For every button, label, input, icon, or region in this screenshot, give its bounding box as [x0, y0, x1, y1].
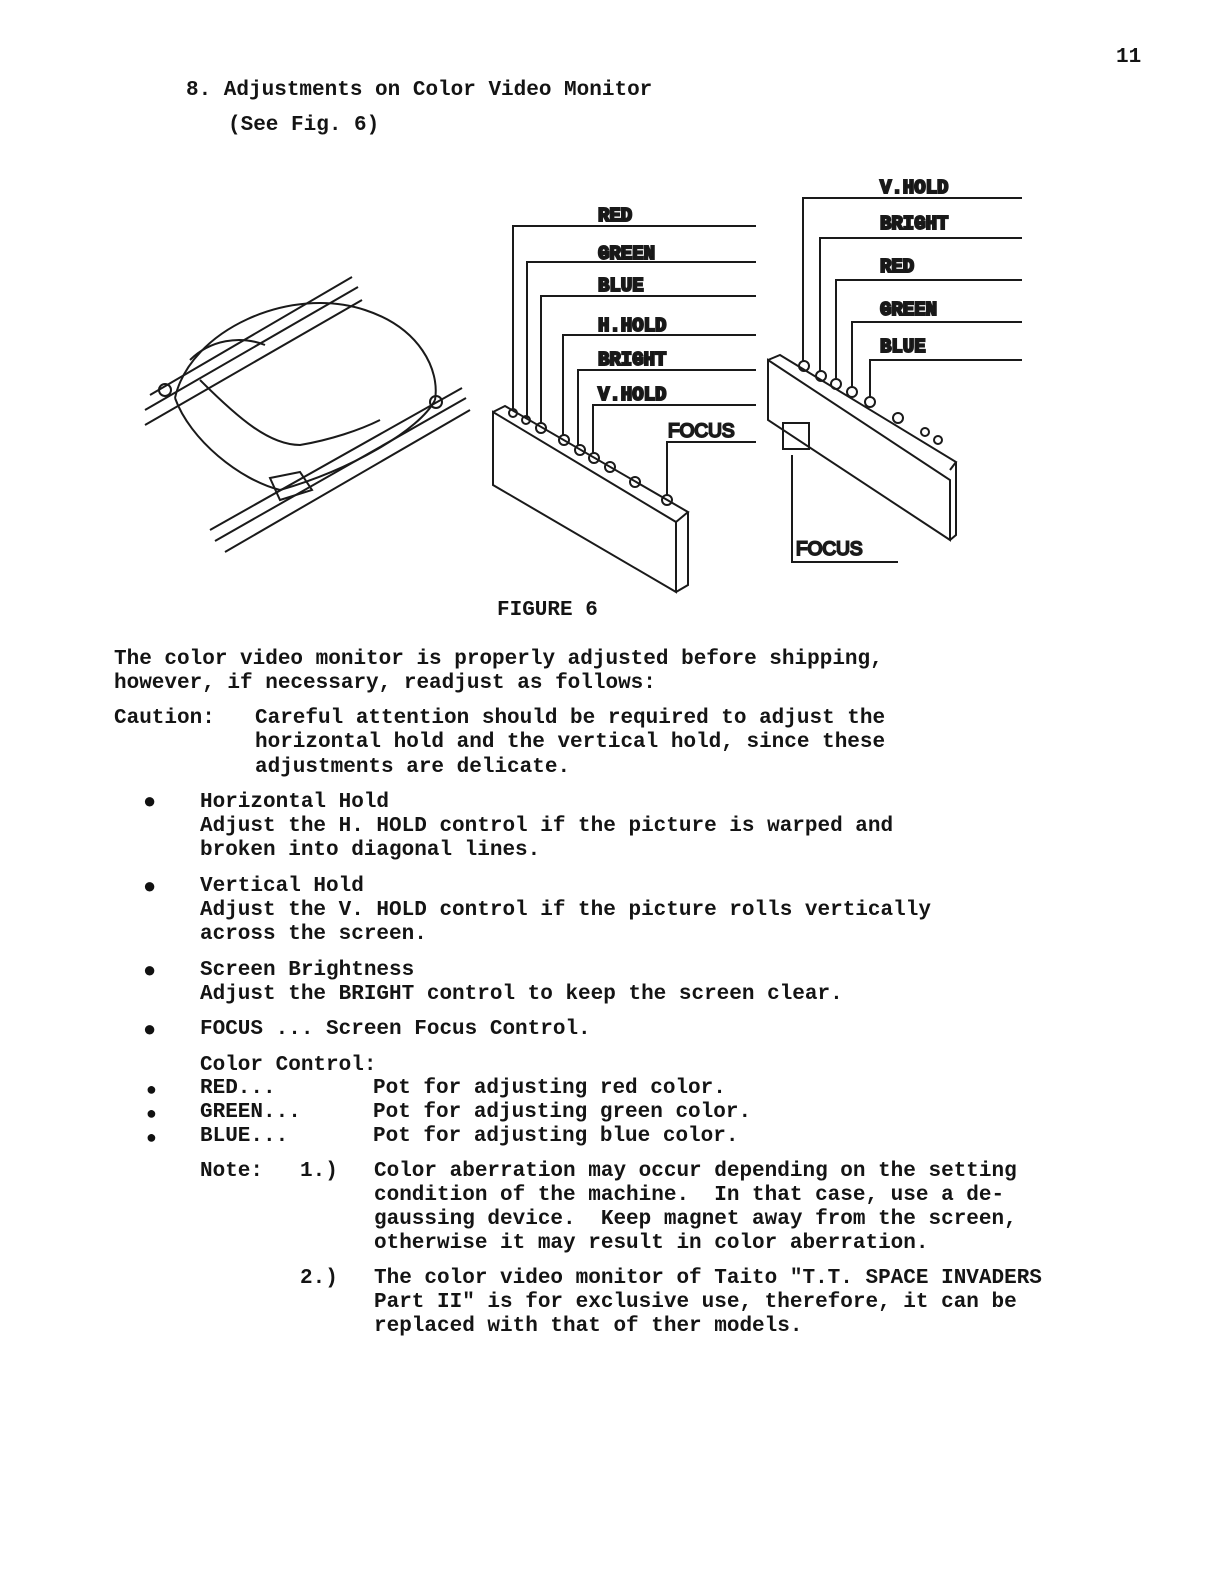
note-text: otherwise it may result in color aberration. [374, 1232, 929, 1255]
bullet-text: broken into diagonal lines. [200, 839, 541, 862]
color-item-desc: Pot for adjusting red color. [373, 1077, 726, 1100]
note-text: condition of the machine. In that case, use a de- [374, 1184, 1005, 1207]
note-text: replaced with that of ther models. [374, 1315, 803, 1338]
left-label-bright: BRIGHT [598, 349, 667, 371]
figure-6-diagram [0, 0, 1224, 600]
note-text: Part II" is for exclusive use, therefore, it can be [374, 1291, 1017, 1314]
caution-line-1: Careful attention should be required to adjust the [255, 707, 886, 730]
figure-caption: FIGURE 6 [497, 599, 598, 622]
note-number-2: 2.) [300, 1267, 338, 1290]
bullet-icon: ● [146, 1129, 157, 1149]
note-text: gaussing device. Keep magnet away from the screen, [374, 1208, 1017, 1231]
right-label-green: GREEN [880, 299, 938, 321]
bullet-text: Adjust the H. HOLD control if the picture is warped and [200, 815, 894, 838]
figure-reference: (See Fig. 6) [228, 114, 380, 137]
color-control-heading: Color Control: [200, 1054, 377, 1077]
bullet-title-focus: FOCUS ... Screen Focus Control. [200, 1018, 591, 1041]
note-text: Color aberration may occur depending on the setting [374, 1160, 1017, 1183]
crt-tube-illustration [145, 277, 470, 552]
left-label-green: GREEN [598, 243, 656, 265]
right-label-blue: BLUE [880, 336, 926, 358]
color-item-desc: Pot for adjusting blue color. [373, 1125, 739, 1148]
bullet-text: Adjust the V. HOLD control if the picture rolls vertically [200, 899, 931, 922]
bullet-text: across the screen. [200, 923, 427, 946]
caution-label: Caution: [114, 707, 215, 730]
color-item-desc: Pot for adjusting green color. [373, 1101, 752, 1124]
right-label-red: RED [880, 256, 915, 278]
left-label-blue: BLUE [598, 275, 644, 297]
bullet-title-screen-brightness: Screen Brightness [200, 959, 415, 982]
right-label-focus: FOCUS [796, 539, 863, 560]
left-label-red: RED [598, 205, 633, 227]
bullet-icon: ● [143, 875, 157, 900]
bullet-icon: ● [146, 1105, 157, 1125]
right-label-v-hold: V.HOLD [880, 177, 949, 199]
bullet-icon: ● [143, 959, 157, 984]
color-item-name: BLUE... [200, 1125, 289, 1148]
bullet-icon: ● [143, 790, 157, 815]
bullet-icon: ● [143, 1018, 157, 1043]
bullet-icon: ● [146, 1081, 157, 1101]
left-label-focus: FOCUS [668, 421, 735, 442]
bullet-title-horizontal-hold: Horizontal Hold [200, 791, 390, 814]
note-text: The color video monitor of Taito "T.T. SPACE INVADERS [374, 1267, 1042, 1290]
bullet-text: Adjust the BRIGHT control to keep the screen clear. [200, 983, 843, 1006]
intro-line-1: The color video monitor is properly adjusted before shipping, [114, 648, 883, 671]
note-number-1: 1.) [300, 1160, 338, 1183]
caution-line-3: adjustments are delicate. [255, 756, 571, 779]
color-item-name: RED... [200, 1077, 276, 1100]
color-item-name: GREEN... [200, 1101, 301, 1124]
left-label-h-hold: H.HOLD [598, 315, 667, 337]
caution-line-2: horizontal hold and the vertical hold, since these [255, 731, 886, 754]
left-label-v-hold: V.HOLD [598, 384, 667, 406]
intro-line-2: however, if necessary, readjust as follows: [114, 672, 656, 695]
right-control-board [768, 198, 1022, 562]
section-title: 8. Adjustments on Color Video Monitor [186, 79, 653, 102]
right-label-bright: BRIGHT [880, 213, 949, 235]
page-number: 11 [1116, 46, 1142, 69]
bullet-title-vertical-hold: Vertical Hold [200, 875, 364, 898]
note-label: Note: [200, 1160, 264, 1183]
